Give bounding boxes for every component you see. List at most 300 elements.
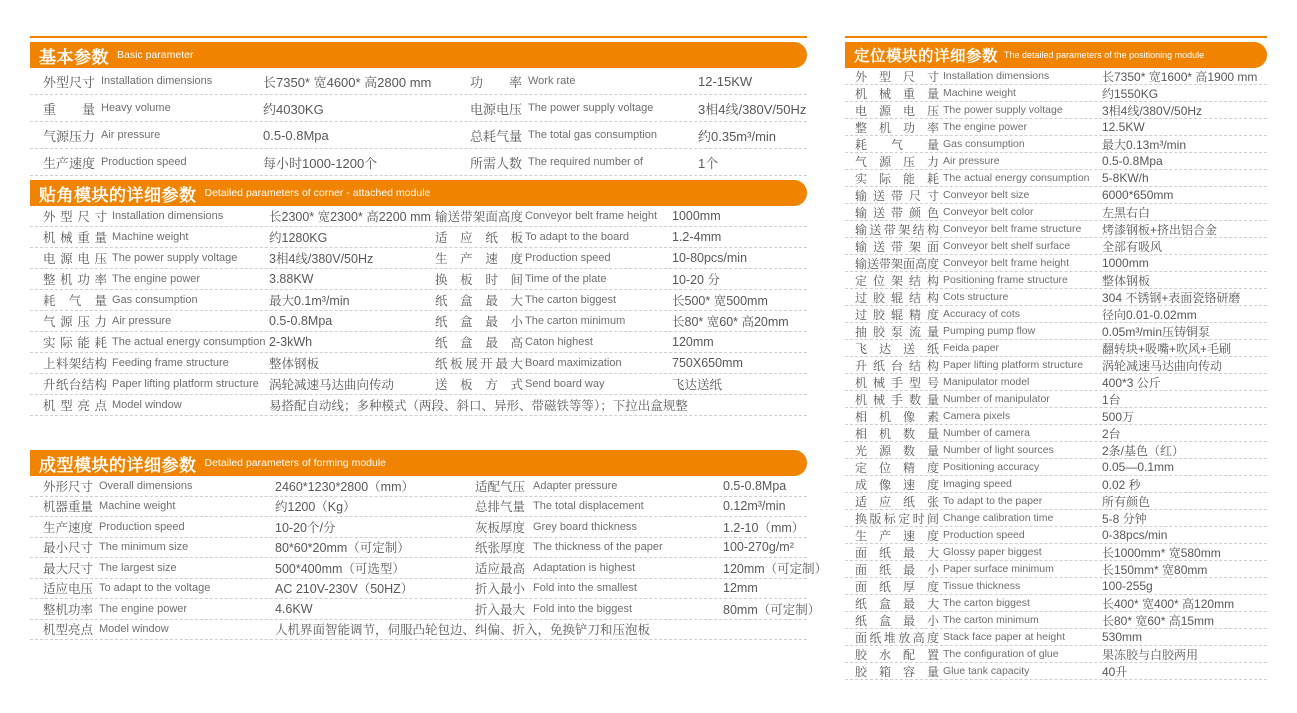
table-row	[845, 102, 1267, 119]
param-name-en: Adapter pressure	[533, 479, 618, 492]
table-row	[845, 272, 1267, 289]
param-name-en: Machine weight	[112, 231, 189, 243]
param-name-cn: 电源电压	[43, 252, 107, 266]
spec-cell	[30, 68, 460, 94]
param-name-en: Conveyor belt shelf surface	[943, 240, 1071, 252]
param-value: 5-8 分钟	[1102, 511, 1147, 526]
param-value: 长7350* 宽4600* 高2800 mm	[263, 74, 432, 90]
param-name-en: Feida paper	[943, 342, 1000, 354]
param-name-en: The configuration of glue	[943, 648, 1059, 660]
table-row	[30, 599, 821, 620]
param-value: 80mm（可定制）	[723, 602, 821, 617]
param-value: 1个	[698, 155, 719, 171]
corner-module-table	[30, 206, 807, 416]
table-row	[30, 206, 807, 227]
table-row	[30, 558, 828, 579]
param-value: 304 不锈钢+表面瓷铬研磨	[1102, 290, 1241, 305]
param-name-en: The engine power	[99, 602, 188, 615]
section-forming-header	[30, 450, 807, 476]
table-row	[30, 374, 807, 395]
spec-cell	[433, 227, 807, 247]
param-value: 0.5-0.8Mpa	[723, 478, 787, 493]
param-name-en: Adaptation is highest	[533, 561, 636, 574]
param-name-cn: 输送带架面高度	[435, 210, 523, 224]
spec-cell	[460, 95, 807, 121]
table-row	[845, 663, 1267, 680]
param-name-en: Production speed	[99, 520, 185, 533]
param-name-cn: 纸盒最小	[855, 613, 939, 628]
param-name-en: Change calibration time	[943, 512, 1054, 524]
param-name-en: Air pressure	[943, 155, 1000, 167]
param-name-en: Stack face paper at height	[943, 631, 1065, 643]
param-name-cn: 适配气压	[475, 479, 526, 494]
param-name-cn: 适应电压	[43, 582, 94, 597]
table-row	[845, 187, 1267, 204]
param-value: 长2300* 宽2300* 高2200 mm	[269, 210, 431, 224]
param-name-en: Paper lifting platform structure	[943, 359, 1084, 371]
param-name-cn: 最大尺寸	[43, 561, 94, 576]
param-name-en: Paper surface minimum	[943, 563, 1054, 575]
param-name-cn: 实际能耗	[43, 336, 107, 350]
param-value: 0.05m³/min压铸铜泵	[1102, 324, 1211, 339]
param-name-en: The largest size	[99, 561, 177, 574]
param-name-cn: 抽胶泵流量	[855, 324, 939, 339]
spec-cell	[30, 122, 460, 148]
param-name-cn: 纸盒最小	[435, 315, 523, 329]
param-value: 约0.35m³/min	[698, 128, 777, 144]
param-value: 0.5-0.8Mpa	[263, 127, 329, 143]
table-row	[30, 68, 807, 95]
param-value: 12.5KW	[1102, 120, 1145, 134]
table-row	[845, 493, 1267, 510]
param-name-cn: 整机功率	[43, 273, 107, 287]
spec-cell	[440, 497, 807, 517]
table-row	[30, 290, 807, 311]
section-title-en: Detailed parameters of corner - attached module	[204, 187, 431, 199]
spec-cell	[433, 374, 807, 394]
param-value: 12mm	[723, 581, 758, 596]
param-name-cn: 适应纸板	[435, 231, 523, 245]
param-name-cn: 相机数量	[855, 426, 939, 441]
section-positioning-module	[845, 42, 1267, 680]
table-row	[845, 374, 1267, 391]
table-row	[30, 538, 807, 559]
param-name-cn: 输送带尺寸	[855, 188, 939, 203]
param-name-cn: 外形尺寸	[43, 479, 94, 494]
param-name-en: Manipulator model	[943, 376, 1030, 388]
param-name-en: Camera pixels	[943, 410, 1011, 422]
param-name-cn: 折入最大	[475, 602, 526, 617]
section-title-cn: 基本参数	[39, 47, 109, 67]
section-forming-module	[30, 450, 828, 640]
param-name-en: The carton minimum	[943, 614, 1039, 626]
param-name-cn: 生产速度	[43, 155, 96, 171]
table-row	[845, 289, 1267, 306]
param-value: 约1550KG	[1102, 86, 1159, 101]
param-value: 3相4线/380V/50Hz	[1102, 103, 1203, 118]
param-name-en: Imaging speed	[943, 478, 1012, 490]
table-row	[845, 357, 1267, 374]
spec-cell	[30, 497, 440, 517]
param-name-en: Board maximization	[525, 357, 622, 369]
param-name-en: Installation dimensions	[112, 210, 224, 222]
param-value: 长80* 宽60* 高20mm	[672, 315, 789, 329]
param-name-cn: 气源压力	[855, 154, 939, 169]
param-name-cn: 换板时间	[435, 273, 523, 287]
table-row	[845, 646, 1267, 663]
section-corner-header	[30, 180, 807, 206]
spec-cell	[30, 149, 460, 175]
table-row	[845, 255, 1267, 272]
param-name-cn: 机械重量	[43, 231, 107, 245]
param-value: 10-20 分	[672, 273, 720, 287]
param-name-en: The total displacement	[533, 500, 644, 513]
param-name-en: Conveyor belt frame structure	[943, 223, 1082, 235]
param-value: 40升	[1102, 664, 1128, 679]
spec-cell	[30, 538, 440, 558]
param-name-cn: 面纸厚度	[855, 579, 939, 594]
param-value: 约1200（Kg）	[275, 500, 356, 515]
param-value: 3.88KW	[269, 272, 314, 286]
spec-cell	[433, 269, 807, 289]
table-row	[845, 340, 1267, 357]
param-value: 0.12m³/min	[723, 499, 786, 514]
param-name-en: Pumping pump flow	[943, 325, 1036, 337]
param-name-cn: 纸盒最高	[435, 336, 523, 350]
forming-module-table	[30, 476, 828, 640]
param-value: 100-270g/m²	[723, 540, 794, 555]
spec-cell	[440, 599, 821, 619]
spec-cell	[460, 68, 807, 94]
param-name-cn: 适应最高	[475, 561, 526, 576]
param-name-en: The engine power	[943, 121, 1028, 133]
table-row	[30, 95, 807, 122]
table-row	[845, 85, 1267, 102]
table-row	[845, 425, 1267, 442]
param-name-cn: 外型尺寸	[43, 210, 107, 224]
spec-cell	[433, 353, 807, 373]
spec-cell	[440, 579, 807, 599]
table-row	[845, 510, 1267, 527]
spec-cell	[30, 95, 460, 121]
spec-cell	[30, 579, 440, 599]
spec-cell	[440, 538, 807, 558]
param-value: 12-15KW	[698, 73, 753, 89]
param-value: 易搭配自动线；多种模式（两段、斜口、异形、带磁铁等等）；下拉出盒规整	[269, 399, 688, 413]
param-name-en: Air pressure	[112, 315, 172, 327]
param-name-en: Work rate	[528, 75, 576, 87]
param-name-cn: 输送带颜色	[855, 205, 939, 220]
param-name-en: Fold into the smallest	[533, 582, 637, 595]
param-name-cn: 整机功率	[855, 120, 939, 135]
spec-cell	[433, 248, 807, 268]
param-name-cn: 气源压力	[43, 315, 107, 329]
top-accent-line	[30, 36, 807, 38]
param-name-en: The thickness of the paper	[533, 541, 663, 554]
param-value: 1000mm	[1102, 256, 1149, 270]
param-name-cn: 电源电压	[470, 101, 523, 117]
param-name-en: Number of light sources	[943, 444, 1054, 456]
param-name-en: The required number of	[528, 156, 643, 168]
param-name-en: Accuracy of cots	[943, 308, 1021, 320]
param-value: 120mm	[672, 335, 714, 349]
param-value: 1台	[1102, 392, 1121, 407]
param-name-cn: 纸盒最大	[855, 596, 939, 611]
param-name-cn: 定位精度	[855, 460, 939, 475]
spec-cell	[440, 476, 807, 496]
param-name-cn: 成像速度	[855, 477, 939, 492]
section-title-en: Basic parameter	[117, 49, 194, 61]
spec-cell	[30, 227, 433, 247]
param-name-en: To adapt to the paper	[943, 495, 1043, 507]
param-name-cn: 耗气量	[43, 294, 107, 308]
param-name-cn: 重量	[43, 101, 95, 117]
param-value: 长1000mm* 宽580mm	[1102, 545, 1221, 560]
table-row	[845, 68, 1267, 85]
param-name-en: Tissue thickness	[943, 580, 1021, 592]
section-title-en: Detailed parameters of forming module	[204, 457, 387, 469]
param-name-en: Caton highest	[525, 336, 593, 348]
param-name-en: Production speed	[525, 252, 611, 264]
param-name-en: The power supply voltage	[528, 102, 654, 114]
param-value: 750X650mm	[672, 356, 743, 370]
param-value: 飞达送纸	[672, 378, 723, 392]
table-row	[30, 517, 807, 538]
param-value: 2条/基色（红）	[1102, 443, 1185, 458]
table-row	[845, 459, 1267, 476]
param-name-cn: 光源数量	[855, 443, 939, 458]
param-value: 每小时1000-1200个	[263, 155, 378, 171]
param-value: 约4030KG	[263, 101, 324, 117]
param-name-cn: 总耗气量	[470, 128, 523, 144]
positioning-module-table	[845, 68, 1267, 680]
param-name-cn: 总排气量	[475, 500, 526, 515]
param-value: 10-20个/分	[275, 520, 336, 535]
table-row-full	[30, 620, 807, 641]
param-name-cn: 定位架结构	[855, 273, 939, 288]
param-value: 人机界面智能调节，伺服凸轮包边、纠偏、折入，免换铲刀和压泡板	[275, 623, 651, 638]
param-value: 约1280KG	[269, 231, 328, 245]
param-name-en: The carton biggest	[525, 294, 617, 306]
param-name-en: Paper lifting platform structure	[112, 378, 259, 390]
table-row	[845, 170, 1267, 187]
spec-cell	[30, 311, 433, 331]
spec-cell	[460, 149, 807, 175]
param-value: 长80* 宽60* 高15mm	[1102, 613, 1215, 628]
spec-cell	[30, 290, 433, 310]
param-value: 400*3 公斤	[1102, 375, 1161, 390]
param-name-cn: 生产速度	[855, 528, 939, 543]
param-name-en: Positioning frame structure	[943, 274, 1068, 286]
param-value: 530mm	[1102, 630, 1143, 644]
table-row	[845, 442, 1267, 459]
param-name-cn: 耗气量	[855, 137, 939, 152]
param-name-en: Machine weight	[943, 87, 1016, 99]
param-name-cn: 面纸最大	[855, 545, 939, 560]
param-name-cn: 输送带架面	[855, 239, 939, 254]
section-basic-header	[30, 42, 807, 68]
param-value: 120mm（可定制）	[723, 561, 828, 576]
param-name-en: Installation dimensions	[101, 75, 213, 87]
param-name-en: Model window	[99, 623, 169, 636]
param-name-cn: 适应纸张	[855, 494, 939, 509]
param-value: 4.6KW	[275, 601, 313, 616]
param-name-cn: 外型尺寸	[855, 69, 939, 84]
spec-cell	[433, 206, 807, 226]
param-value: 径向0.01-0.02mm	[1102, 307, 1197, 322]
table-row	[30, 149, 807, 176]
param-name-en: Installation dimensions	[943, 70, 1050, 82]
table-row	[845, 391, 1267, 408]
param-name-en: Conveyor belt size	[943, 189, 1030, 201]
basic-parameters-table	[30, 68, 807, 176]
spec-cell	[30, 374, 433, 394]
param-value: 涡轮减速马达曲向传动	[269, 378, 395, 392]
param-name-en: The power supply voltage	[943, 104, 1063, 116]
param-value: 2-3kWh	[269, 335, 313, 349]
param-name-en: To adapt to the board	[525, 231, 629, 243]
param-name-en: Glue tank capacity	[943, 665, 1030, 677]
param-name-cn: 机器重量	[43, 500, 94, 515]
spec-cell	[30, 558, 440, 578]
param-name-en: Conveyor belt frame height	[943, 257, 1070, 269]
param-name-en: The minimum size	[99, 541, 189, 554]
param-name-cn: 纸张厚度	[475, 541, 526, 556]
right-column	[845, 36, 1267, 680]
param-value: 涡轮减速马达曲向传动	[1102, 358, 1223, 373]
param-name-cn: 输送带架结构	[855, 222, 939, 237]
param-name-cn: 换版标定时间	[855, 511, 939, 526]
param-name-en: The carton biggest	[943, 597, 1030, 609]
param-value: 5-8KW/h	[1102, 171, 1149, 185]
table-row	[845, 323, 1267, 340]
param-name-en: Air pressure	[101, 129, 161, 141]
param-name-en: Send board way	[525, 378, 605, 390]
spec-cell	[440, 517, 807, 537]
param-value: 500*400mm（可选型）	[275, 561, 405, 576]
table-row	[845, 204, 1267, 221]
param-value: 3相4线/380V/50Hz	[269, 252, 374, 266]
param-value: 果冻胶与白胶两用	[1102, 647, 1199, 662]
param-name-en: Glossy paper biggest	[943, 546, 1042, 558]
table-row	[845, 612, 1267, 629]
param-name-cn: 灰板厚度	[475, 520, 526, 535]
param-name-cn: 气源压力	[43, 128, 96, 144]
param-name-en: Positioning accuracy	[943, 461, 1040, 473]
table-row	[845, 306, 1267, 323]
param-name-cn: 面纸堆放高度	[855, 630, 939, 645]
param-name-en: Model window	[112, 399, 182, 411]
param-name-en: Conveyor belt frame height	[525, 210, 658, 222]
param-name-en: Gas consumption	[112, 294, 198, 306]
param-value: 2台	[1102, 426, 1121, 441]
param-name-cn: 生产速度	[43, 520, 94, 535]
param-name-en: To adapt to the voltage	[99, 582, 211, 595]
param-name-cn: 过胶辊结构	[855, 290, 939, 305]
param-value: 整体钢板	[1102, 273, 1151, 288]
spec-cell	[30, 248, 433, 268]
param-name-en: Heavy volume	[101, 102, 171, 114]
param-value: 10-80pcs/min	[672, 251, 748, 265]
spec-cell	[433, 290, 807, 310]
table-row	[30, 476, 807, 497]
param-value: 3相4线/380V/50Hz	[698, 101, 807, 117]
param-value: 1.2-10（mm）	[723, 520, 805, 535]
param-name-cn: 面纸最小	[855, 562, 939, 577]
param-name-en: The carton minimum	[525, 315, 626, 327]
param-name-en: Machine weight	[99, 500, 176, 513]
param-name-cn: 机械重量	[855, 86, 939, 101]
param-value: 最大0.1m³/min	[269, 294, 350, 308]
table-row	[30, 248, 807, 269]
param-name-cn: 电源电压	[855, 103, 939, 118]
param-value: 翻转块+吸嘴+吹风+毛刷	[1102, 341, 1232, 356]
param-name-en: The engine power	[112, 273, 201, 285]
param-value: 0.02 秒	[1102, 477, 1141, 492]
param-name-cn: 机型亮点	[43, 399, 107, 413]
param-value: 整体钢板	[269, 357, 320, 371]
param-name-cn: 上料架结构	[43, 357, 107, 371]
spec-cell	[30, 206, 433, 226]
table-row	[845, 119, 1267, 136]
param-value: 长150mm* 宽80mm	[1102, 562, 1208, 577]
param-name-en: Time of the plate	[525, 273, 607, 285]
spec-cell	[460, 122, 807, 148]
param-value: 500万	[1102, 409, 1135, 424]
param-name-en: Feeding frame structure	[112, 357, 229, 369]
param-name-en: Grey board thickness	[533, 520, 637, 533]
param-name-en: Production speed	[943, 529, 1025, 541]
section-positioning-header	[845, 42, 1267, 68]
spec-cell	[440, 558, 828, 578]
spec-cell	[433, 311, 807, 331]
param-name-cn: 纸盒最大	[435, 294, 523, 308]
table-row	[30, 122, 807, 149]
table-row	[845, 221, 1267, 238]
param-name-cn: 折入最小	[475, 582, 526, 597]
table-row	[845, 629, 1267, 646]
table-row	[845, 136, 1267, 153]
param-name-cn: 外型尺寸	[43, 74, 96, 90]
param-name-cn: 飞达送纸	[855, 341, 939, 356]
table-row	[845, 153, 1267, 170]
param-name-cn: 机型亮点	[43, 623, 94, 638]
param-value: 烤漆钢板+挤出铝合金	[1102, 222, 1218, 237]
param-value: 0-38pcs/min	[1102, 528, 1168, 542]
param-value: 长500* 宽500mm	[672, 294, 768, 308]
section-title-en: The detailed parameters of the positioning module	[1004, 50, 1205, 60]
param-name-cn: 胶水配置	[855, 647, 939, 662]
param-name-cn: 最小尺寸	[43, 541, 94, 556]
table-row	[845, 561, 1267, 578]
param-name-en: The total gas consumption	[528, 129, 658, 141]
spec-cell	[30, 269, 433, 289]
param-value: 长7350* 宽1600* 高1900 mm	[1102, 69, 1258, 84]
param-name-cn: 纸板展开最大	[435, 357, 523, 371]
param-name-en: Cots structure	[943, 291, 1009, 303]
param-value: 1000mm	[672, 209, 721, 223]
param-value: 100-255g	[1102, 579, 1153, 593]
param-name-cn: 整机功率	[43, 602, 94, 617]
top-accent-line	[845, 36, 1267, 38]
section-title-cn: 贴角模块的详细参数	[39, 185, 197, 205]
param-name-cn: 生产速度	[435, 252, 523, 266]
param-value: 0.5-0.8Mpa	[269, 314, 333, 328]
spec-cell	[30, 517, 440, 537]
param-name-cn: 升纸台结构	[855, 358, 939, 373]
param-name-en: Production speed	[101, 156, 187, 168]
param-value: 所有颜色	[1102, 494, 1151, 509]
